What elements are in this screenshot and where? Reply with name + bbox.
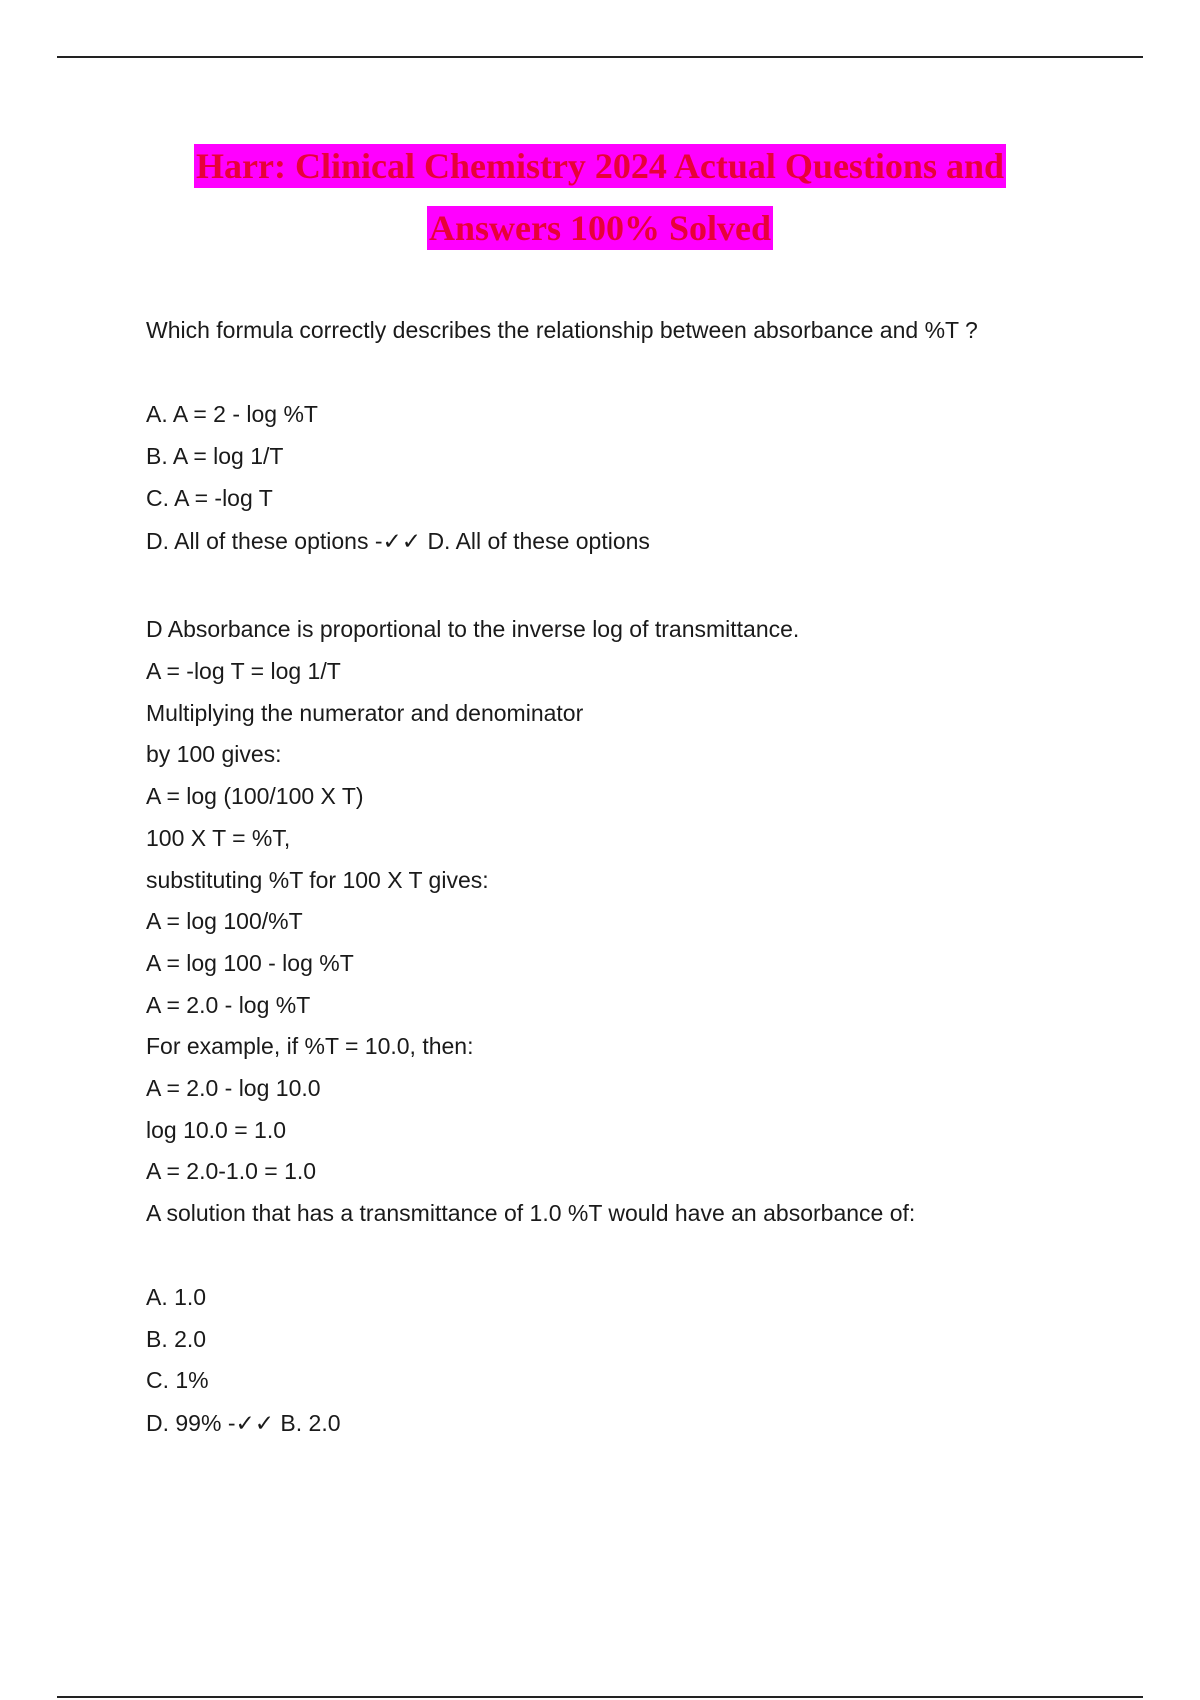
explanation-line: A = 2.0 - log %T [146,992,311,1018]
q2-option-d-answer: D. 99% -✓✓ B. 2.0 [146,1410,341,1436]
title-line-2: Answers 100% Solved [428,208,772,248]
explanation-line: A = 2.0-1.0 = 1.0 [146,1158,317,1184]
explanation-line: by 100 gives: [146,741,282,767]
explanation-line: log 10.0 = 1.0 [146,1117,287,1143]
explanation-line: For example, if %T = 10.0, then: [146,1033,474,1059]
explanation-line: A = log 100/%T [146,908,303,934]
q1-option-a: A. A = 2 - log %T [146,401,318,427]
explanation-line: D Absorbance is proportional to the inverse log of transmittance. [146,616,800,642]
q1-option-b: B. A = log 1/T [146,443,284,469]
q1-option-c: C. A = -log T [146,485,273,511]
q1-option-d-answer: D. All of these options -✓✓ D. All of these options [146,528,650,554]
footer-rule [57,1696,1143,1698]
question-2-text: A solution that has a transmittance of 1.0 %T would have an absorbance of: [146,1200,916,1226]
explanation-line: A = 2.0 - log 10.0 [146,1075,321,1101]
q2-option-b: B. 2.0 [146,1326,207,1352]
explanation-line: substituting %T for 100 X T gives: [146,867,489,893]
explanation-line: A = log (100/100 X T) [146,783,364,809]
question-1-text: Which formula correctly describes the relationship between absorbance and %T ? [146,317,978,343]
explanation-line: A = -log T = log 1/T [146,658,341,684]
explanation-line: Multiplying the numerator and denominator [146,700,584,726]
q2-option-c: C. 1% [146,1367,209,1393]
explanation-line: A = log 100 - log %T [146,950,354,976]
title-line-1: Harr: Clinical Chemistry 2024 Actual Questions and [196,146,1004,186]
q2-option-a: A. 1.0 [146,1284,207,1310]
header-rule [57,56,1143,58]
document-title [0,144,1200,268]
explanation-line: 100 X T = %T, [146,825,291,851]
